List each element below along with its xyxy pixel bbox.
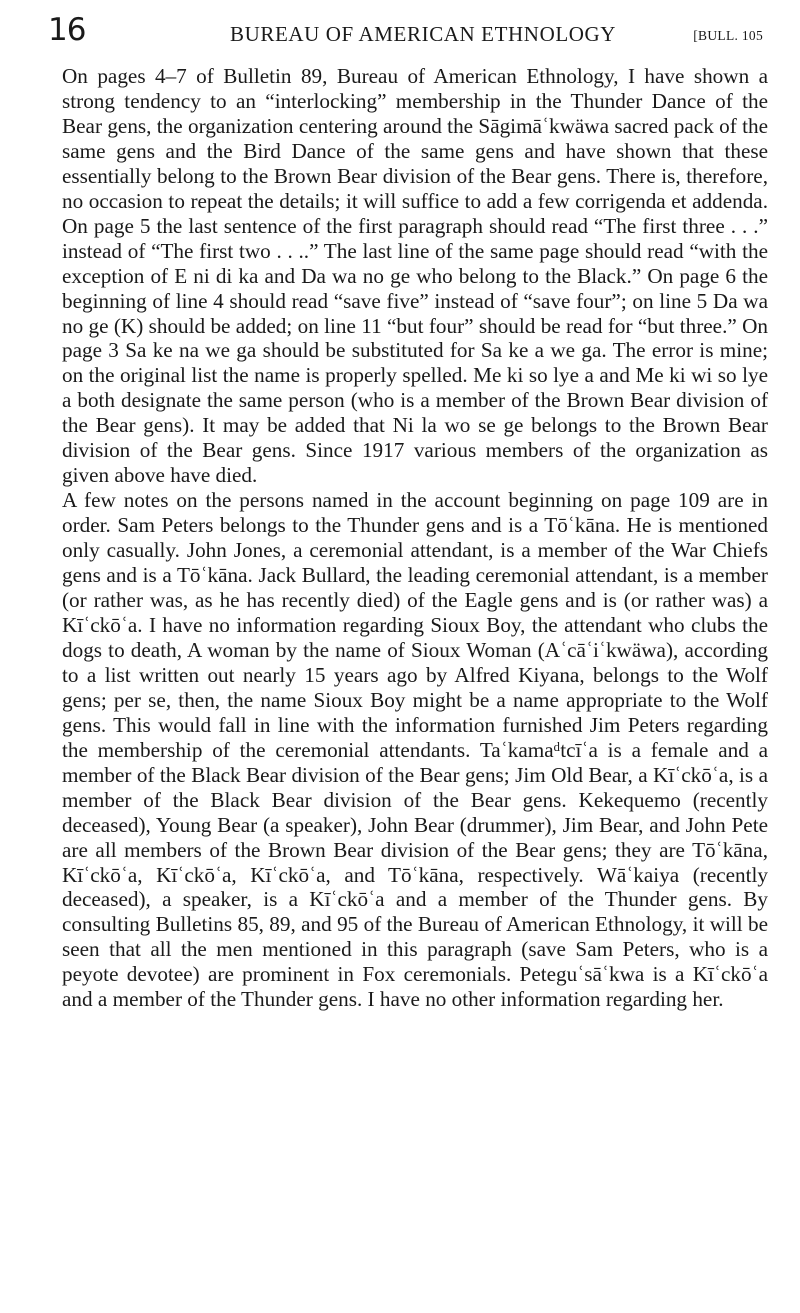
- body-text: [62, 64, 768, 1012]
- paragraph-corrigenda: On pages 4–7 of Bulletin 89, Bureau of American Ethnology, I have shown a strong tendency to an “interlocking” membership in the Thunder Dance of the Bear gens, the organization centering around the Sāgimāʿkwäwa sacred pack of the same gens and the Bird Dance of the same gens and have shown that these essentially belong to the Brown Bear division of the Bear gens. There is, therefore, no occasion to repeat the details; it will suffice to add a few corrigenda et addenda. On page 5 the last sentence of the first paragraph should read “The first three . . .” instead of “The first two . . ..” The last line of the same page should read “with the exception of E ni di ka and Da wa no ge who belong to the Black.” On page 6 the beginning of line 4 should read “save five” instead of “save four”; on line 5 Da wa no ge (K) should be added; on line 11 “but four” should be read for “but three.” On page 3 Sa ke na we ga should be substituted for Sa ke a we ga. The error is mine; on the original list the name is properly spelled. Me ki so lye a and Me ki wi so lye a both designate the same person (who is a member of the Brown Bear division of the Bear gens). It may be added that Ni la wo se ge belongs to the Brown Bear division of the Bear gens. Since 1917 various members of the organization as given above have died.: [62, 64, 768, 488]
- page-number: 16: [48, 12, 86, 48]
- paragraph-persons-notes: A few notes on the persons named in the account beginning on page 109 are in order. Sam Peters belongs to the Thunder gens and is a Tōʿkāna. He is mentioned only casually. John Jones, a ceremonial attendant, is a member of the War Chiefs gens and is a Tōʿkāna. Jack Bullard, the leading ceremonial attendant, is a member (or rather was, as he has recently died) of the Eagle gens and is (or rather was) a Kīʿckōʿa. I have no information regarding Sioux Boy, the attendant who clubs the dogs to death, A woman by the name of Sioux Woman (Aʿcāʿiʿkwäwa), according to a list written out nearly 15 years ago by Alfred Kiyana, belongs to the Wolf gens; per se, then, the name Sioux Boy might be a name appropriate to the Wolf gens. This would fall in line with the information furnished Jim Peters regarding the membership of the ceremonial attendants. Taʿkamaᵈtcīʿa is a female and a member of the Black Bear division of the Bear gens; Jim Old Bear, a Kīʿckōʿa, is a member of the Black Bear division of the Bear gens. Kekequemo (recently deceased), Young Bear (a speaker), John Bear (drummer), Jim Bear, and John Pete are all members of the Brown Bear division of the Bear gens; they are Tōʿkāna, Kīʿckōʿa, Kīʿckōʿa, Kīʿckōʿa, and Tōʿkāna, respectively. Wāʿkaiya (recently deceased), a speaker, is a Kīʿckōʿa and a member of the Thunder gens. By consulting Bulletins 85, 89, and 95 of the Bureau of American Ethnology, it will be seen that all the men mentioned in this paragraph (save Sam Peters, who is a peyote devotee) are prominent in Fox ceremonials. Peteguʿsāʿkwa is a Kīʿckōʿa and a member of the Thunder gens. I have no other information regarding her.: [62, 488, 768, 1012]
- bulletin-reference: [BULL. 105: [693, 28, 763, 43]
- series-title: BUREAU OF AMERICAN ETHNOLOGY: [230, 22, 617, 46]
- running-header: [48, 12, 763, 52]
